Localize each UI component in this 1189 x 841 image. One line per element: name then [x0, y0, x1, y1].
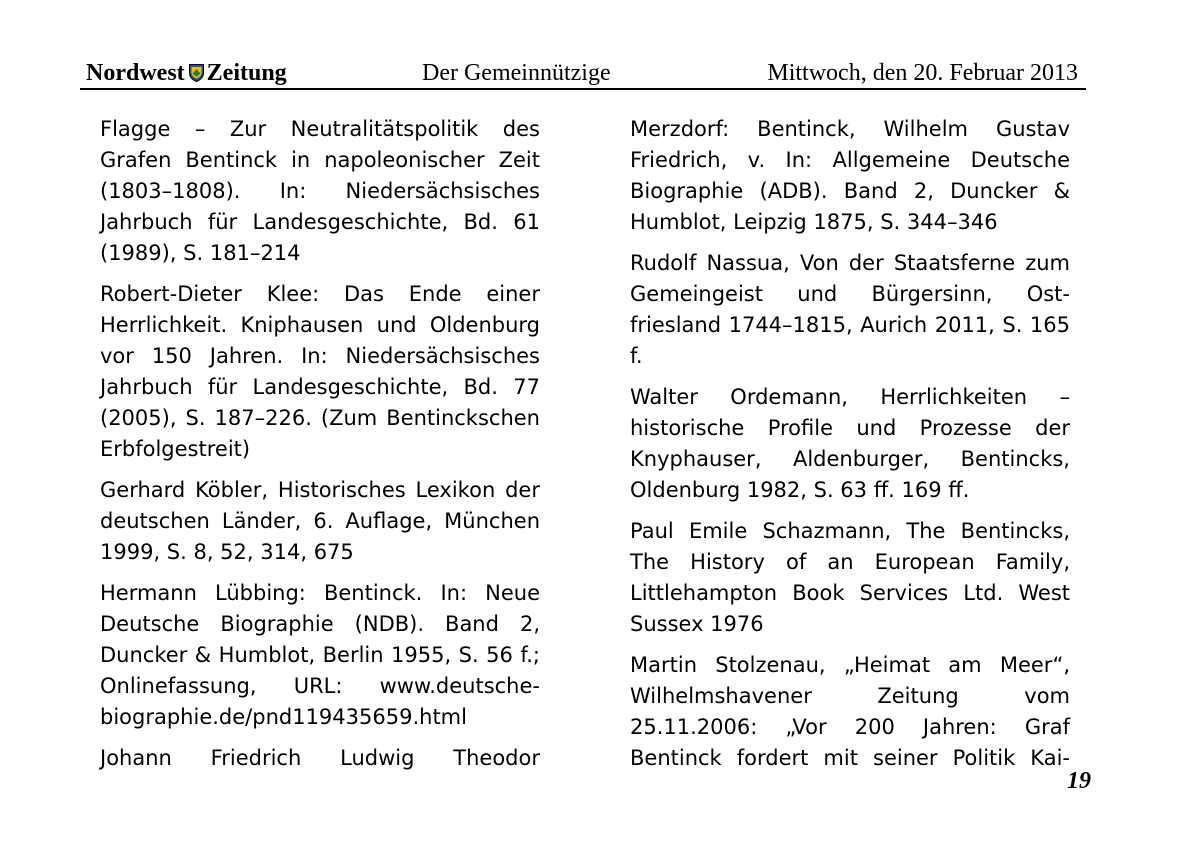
reference-entry: Paul Emile Schazmann, The Bentincks, The History of an European Family, Littlehampton Book Services Ltd. West Sussex 1976 [630, 519, 1070, 636]
page-number: 19 [1067, 768, 1091, 794]
coat-of-arms-icon [189, 60, 204, 78]
masthead-name-left: Nordwest [86, 60, 185, 86]
left-column [100, 114, 540, 784]
newspaper-masthead [86, 58, 287, 88]
issue-date: Mittwoch, den 20. Februar 2013 [767, 60, 1078, 86]
reference-entry: Walter Ordemann, Herrlichkeiten – historische Profile und Prozesse der Knyphauser, Aldenburger, Bentincks, Oldenburg 1982, S. 63 ff. 169 ff. [630, 385, 1070, 502]
reference-entry: Rudolf Nassua, Von der Staatsferne zum Gemeingeist und Bürgersinn, Ostfriesland 1744–1815, Aurich 2011, S. 165 f. [630, 251, 1070, 368]
reference-entry: Martin Stolzenau, „Heimat am Meer“, Wilhelmshavener Zeitung vom 25.11.2006: „Vor 200 Jahren: Graf Bentinck fordert mit seiner Politik Kai- [630, 653, 1070, 770]
reference-entry: Johann Friedrich Ludwig Theodor [100, 746, 540, 770]
masthead-name-right: Zeitung [206, 60, 287, 86]
header-rule [80, 88, 1086, 90]
section-title: Der Gemeinnützige [422, 60, 611, 86]
right-column [630, 114, 1070, 784]
page-header [82, 58, 1084, 88]
reference-entry: Robert-Dieter Klee: Das Ende einer Herrlichkeit. Kniphausen und Oldenburg vor 150 Jahren. In: Niedersächsisches Jahrbuch für Landesgeschichte, Bd. 77 (2005), S. 187–226. (Zum Bentinckschen Erbfolgestreit) [100, 282, 540, 461]
reference-entry: Gerhard Köbler, Historisches Lexikon der deutschen Länder, 6. Auflage, München 1999, S. 8, 52, 314, 675 [100, 478, 540, 564]
reference-entry: Hermann Lübbing: Bentinck. In: Neue Deutsche Biographie (NDB). Band 2, Duncker & Humblot, Berlin 1955, S. 56 f.; Onlinefassung, URL: www.deutsche-biographie.de/pnd119435659.html [100, 581, 540, 729]
reference-entry: Flagge – Zur Neutralitätspolitik des Grafen Bentinck in napoleonischer Zeit (1803–1808). In: Niedersächsisches Jahrbuch für Landesgeschichte, Bd. 61 (1989), S. 181–214 [100, 117, 540, 265]
reference-entry: Merzdorf: Bentinck, Wilhelm Gustav Friedrich, v. In: Allgemeine Deutsche Biographie (ADB). Band 2, Duncker & Humblot, Leipzig 1875, S. 344–346 [630, 117, 1070, 234]
